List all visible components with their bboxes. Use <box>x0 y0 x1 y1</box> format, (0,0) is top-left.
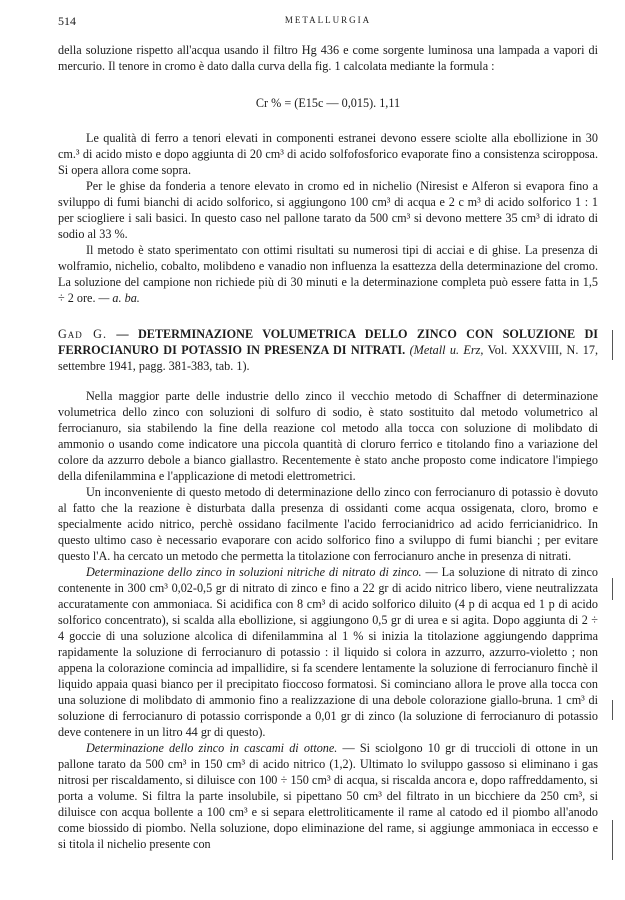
intro-paragraph-4-text: Il metodo è stato sperimentato con ottimi risultati su numerosi tipi di acciai e di ghise. La presenza di wolframio, nichelio, cobalto, molibdeno e vanadio non influenza la esattezza della determinazione del cromo. La soluzione del campione non richiede più di 30 minuti e la determinazione completa può essere fatta in 1,5 ÷ 2 ore. <box>58 243 598 305</box>
intro-paragraph-3: Per le ghise da fonderia a tenore elevato in cromo ed in nichelio (Niresist e Alferon si evapora fino a sviluppo di fumi bianchi di acido solforico, si aggiungono 100 cm³ di acqua e 2 c m³ di acido solforico 1 : 1 per sciogliere i sali basici. In questo caso nel pallone tarato da 500 cm³ si devono mettere 35 cm³ di idrato di sodio al 33 %. <box>58 179 598 241</box>
page-number: 514 <box>58 14 76 28</box>
section-nitric-solutions <box>58 564 598 740</box>
article-paragraph-2: Un inconveniente di questo metodo di determinazione dello zinco con ferrocianuro di potassio è dovuto al fatto che la reazione è disturbata dalla presenza di ossidanti come acqua ossigenata, cloro, bromo e specialmente acido nitrico, perchè ossidano facilmente l'acido ferrocianidrico ad acido ferricianidrico. In questo ultimo caso è necessario evaporare con acido solforico fino a sviluppo di fumi bianchi ; per evitare questo l'A. ha cercato un metodo che permetta la titolazione con ferrocianuro anche in presenza di nitrati. <box>58 485 598 563</box>
page-header <box>58 14 598 30</box>
section-brass-heading: Determinazione dello zinco in cascami di ottone. <box>86 741 338 755</box>
margin-mark-2 <box>612 578 613 600</box>
intro-paragraph-1: della soluzione rispetto all'acqua usando il filtro Hg 436 e come sorgente luminosa una lampada a vapori di mercurio. Il tenore in cromo è dato dalla curva della fig. 1 calcolata mediante la formula : <box>58 43 598 73</box>
section-nitric-text: — La soluzione di nitrato di zinco contenente in 300 cm³ 0,02-0,5 gr di nitrato di zinco e fino a 22 gr di acido nitrico libero, viene neutralizzata accuratamente con ammoniaca. Si acidifica con 8 cm³ di acido solforico diluito (4 p di acqua ed 1 p di acido solforico concentrato), si scalda alla ebollizione, si aggiungono 0,5 gr di urea e si agita. Dopo aggiunta di 2 ÷ 4 goccie di una soluzione alcolica di difenilammina al 1 % si inizia la titolazione aggiungendo dapprima rapidamente la soluzione di ferrocianuro di potassio : il liquido si colora in azzurro, azzurro-violetto ; non appena la colorazione comincia ad impallidire, si fa scendere lentamente la soluzione di ferrocianuro finchè il liquido appaia quasi bianco per il precipitato fioccoso formatosi. Si cominciano allora le prove alla tocca con una soluzione di molibdato di ammonio fino a realizzazione di una debole colorazione giallo-bruna. 1 cm³ di soluzione di ferrocianuro di potassio corrisponde a 0,01 gr di zinco (la soluzione di ferrocianuro di potassio deve contenere in un litro 44 gr di questo). <box>58 565 598 739</box>
section-brass-scrap <box>58 740 598 852</box>
article-citation: (Metall u. Erz, <box>409 343 484 357</box>
article-title: — DETERMINAZIONE VOLUMETRICA DELLO ZINCO CON SOLUZIONE DI FERROCIANURO DI POTASSIO IN PRESENZA DI NITRATI. <box>58 327 599 357</box>
chromium-formula: Cr % = (E15c — 0,015). 1,11 <box>255 96 401 110</box>
intro-section <box>58 42 598 306</box>
intro-signature: — a. ba. <box>98 291 140 305</box>
intro-paragraph-2: Le qualità di ferro a tenori elevati in componenti estranei devono essere sciolte alla ebollizione in 30 cm.³ di acido misto e dopo aggiunta di 20 cm³ di acido solfofosforico evaporate fino a consistenza sciropposa. Si opera allora come sopra. <box>58 131 598 177</box>
article-paragraph-1: Nella maggior parte delle industrie dello zinco il vecchio metodo di Schaffner di determinazione volumetrica dello zinco con soluzioni di solfuro di sodio, è stato sostituito dal metodo volumetrico al ferrocianuro, sia stabilendo la fine della reazione col metodo alla tocca con soluzione di molibdato di ammonio o usando come indicatore una piccola quantità di cloruro ferrico e titolando fino a variazione del colore da azzurro debole a bianco giallastro. Recentemente è stato anche proposto come indicatore l'impiego della difenilammina e l'applicazione di metodi elettrometrici. <box>58 389 598 483</box>
margin-mark-4 <box>612 820 613 860</box>
intro-paragraph-4 <box>58 242 598 306</box>
article-citation-details: Vol. XXXVIII, N. 17, settembre 1941, pagg. 381-383, tab. 1). <box>58 343 598 373</box>
section-nitric-heading: Determinazione dello zinco in soluzioni nitriche di nitrato di zinco. <box>86 565 422 579</box>
section-brass-text: — Si sciolgono 10 gr di truccioli di ottone in un pallone tarato da 500 cm³ in 150 cm³ di acido nitrico (1,2). Ultimato lo sviluppo gassoso si eliminano i gas nitrosi per riscaldamento, si diluisce con 100 ÷ 150 cm³ di acqua, si riscalda ancora e, dopo raffreddamento, si porta a volume. Si filtra la parte insolubile, si pipettano 50 cm³ del filtrato in un bicchiere da 250 cm³, si diluisce con acqua bollente a 100 cm³ e si separa elettroliticamente il rame al catodo ed il piombo all'anodo come biossido di piombo. Nella soluzione, dopo eliminazione del rame, si aggiunge ammoniaca in eccesso e si titola il nichelio presente con <box>58 741 598 851</box>
margin-mark-1 <box>612 330 613 360</box>
article-section <box>58 326 598 852</box>
article-author: Gad G. <box>58 327 108 341</box>
article-heading <box>58 326 598 374</box>
margin-mark-3 <box>612 700 613 720</box>
running-title: METALLURGIA <box>284 15 372 25</box>
